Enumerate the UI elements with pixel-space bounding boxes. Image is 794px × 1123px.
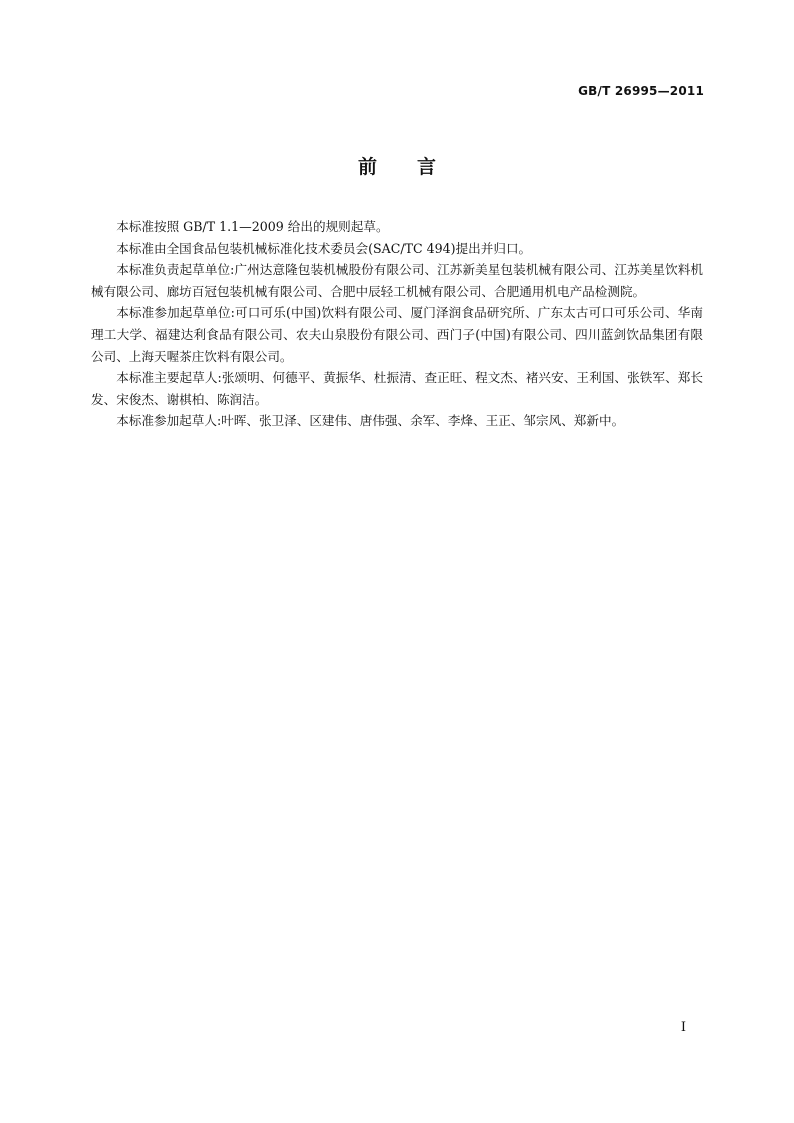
paragraph-participating-authors: 本标准参加起草人:叶晖、张卫泽、区建伟、唐伟强、余军、李烽、王正、邹宗风、郑新中。 [116, 413, 625, 429]
foreword-body [91, 216, 703, 432]
standard-code: GB/T 26995—2011 [578, 84, 704, 98]
paragraph-participating-drafters: 本标准参加起草单位:可口可乐(中国)饮料有限公司、厦门泽润食品研究所、广东太古可口可乐公司、华南理工大学、福建达利食品有限公司、农夫山泉股份有限公司、西门子(中国)有限公司、四川蓝剑饮品集团有限公司、上海天喔茶庄饮料有限公司。 [91, 305, 703, 364]
paragraph-drafting-rules: 本标准按照 GB/T 1.1—2009 给出的规则起草。 [116, 219, 389, 234]
paragraph-lead-drafters: 本标准负责起草单位:广州达意隆包装机械股份有限公司、江苏新美星包装机械有限公司、江苏美星饮料机械有限公司、廊坊百冠包装机械有限公司、合肥中辰轻工机械有限公司、合肥通用机电产品检测院。 [91, 262, 703, 299]
page-title: 前言 [357, 156, 476, 178]
page-number: I [680, 1020, 686, 1035]
paragraph-proposer: 本标准由全国食品包装机械标准化技术委员会(SAC/TC 494)提出并归口。 [116, 240, 532, 256]
paragraph-main-authors: 本标准主要起草人:张颂明、何德平、黄振华、杜振清、查正旺、程文杰、褚兴安、王利国、张铁军、郑长发、宋俊杰、谢棋柏、陈润洁。 [91, 370, 703, 407]
